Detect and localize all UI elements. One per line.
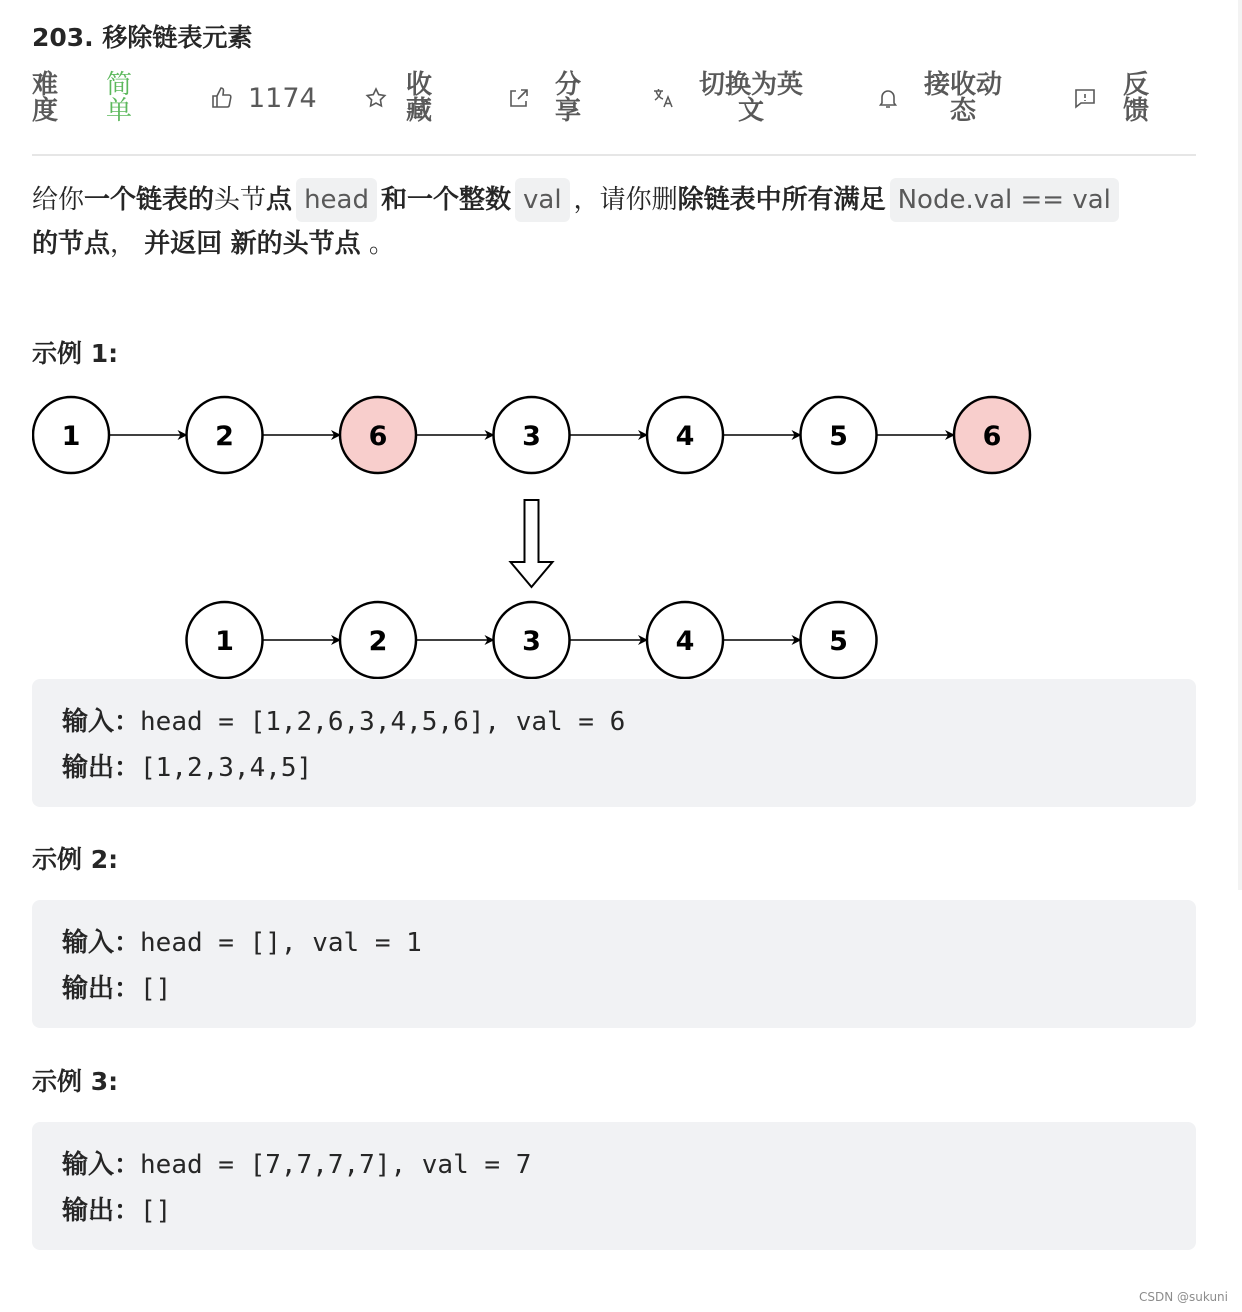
feedback-button[interactable] — [1073, 70, 1151, 126]
after-list-node-value: 2 — [368, 626, 388, 657]
after-list-node-value: 3 — [522, 626, 541, 657]
before-list-node-value: 2 — [215, 421, 234, 452]
difficulty-label: 难度 — [32, 70, 59, 126]
header-divider — [32, 154, 1196, 156]
star-icon — [364, 86, 388, 110]
favorite-label: 收藏 — [406, 70, 433, 126]
code-condition: Node.val == val — [890, 178, 1119, 222]
code-val: val — [515, 178, 570, 222]
desc-text-bold: 和一个整数 — [380, 185, 511, 215]
like-button[interactable] — [210, 70, 317, 126]
output-label: 输出： — [62, 753, 141, 783]
before-list-node-value: 4 — [675, 421, 695, 452]
difficulty-value: 简单 — [106, 70, 133, 126]
desc-text-bold: 除链表中所有满足 — [677, 185, 886, 215]
example-3-input: head = [7,7,7,7], val = 7 — [140, 1150, 532, 1180]
desc-text-bold: 新的头节点 — [230, 229, 361, 259]
share-label: 分享 — [555, 70, 582, 126]
input-label: 输入： — [62, 707, 141, 737]
example-3-block — [32, 1122, 1196, 1250]
before-list-node-value: 6 — [368, 421, 388, 452]
example-2-output: [] — [140, 974, 172, 1004]
output-label: 输出： — [62, 1196, 141, 1226]
translate-button[interactable] — [651, 70, 803, 126]
translate-label-line2: 文 — [738, 96, 765, 126]
desc-text-bold: 并返回 — [144, 229, 223, 259]
feedback-icon — [1073, 86, 1097, 110]
desc-text: 给你 — [32, 185, 85, 215]
example-1-output: [1,2,3,4,5] — [140, 753, 313, 783]
example-1-heading: 示例 1: — [32, 339, 119, 368]
thumbs-up-icon — [210, 86, 234, 110]
problem-description — [32, 178, 1196, 266]
bell-icon — [876, 86, 900, 110]
like-count: 1174 — [248, 82, 317, 114]
example-2-block — [32, 900, 1196, 1028]
after-list-node-value: 1 — [215, 626, 234, 657]
right-scroll-edge — [1238, 0, 1242, 890]
problem-title: 203. 移除链表元素 — [32, 23, 253, 52]
watermark: CSDN @sukuni — [1138, 1290, 1228, 1304]
example-2-input: head = [], val = 1 — [140, 928, 422, 958]
input-label: 输入： — [62, 1150, 141, 1180]
before-list-node-value: 5 — [829, 421, 848, 452]
desc-text-bold: 点 — [266, 185, 293, 215]
problem-toolbar — [32, 70, 1196, 130]
desc-text-bold: 一个链表的 — [84, 185, 215, 215]
difficulty-group — [32, 70, 134, 126]
example-3-output: [] — [140, 1196, 172, 1226]
desc-text: 。 — [368, 229, 395, 259]
translate-label-line1: 切换为英 — [699, 70, 804, 100]
desc-text: ， — [573, 185, 600, 215]
share-icon — [507, 86, 531, 110]
share-button[interactable] — [507, 70, 583, 126]
desc-text: ， — [110, 229, 137, 259]
subscribe-label-line2: 态 — [950, 96, 977, 126]
after-list-node-value: 4 — [675, 626, 695, 657]
example-1-block — [32, 679, 1196, 807]
desc-text: 头节 — [214, 185, 267, 215]
before-list-node-value: 6 — [982, 421, 1002, 452]
subscribe-button[interactable] — [876, 70, 1002, 126]
example-2-heading: 示例 2: — [32, 845, 119, 874]
desc-text: 请你删 — [599, 185, 678, 215]
output-label: 输出： — [62, 974, 141, 1004]
favorite-button[interactable] — [364, 70, 434, 126]
subscribe-label-line1: 接收动 — [924, 70, 1003, 100]
feedback-label: 反馈 — [1123, 70, 1150, 126]
desc-text-bold: 的节点 — [32, 229, 111, 259]
transform-arrow-icon — [511, 500, 553, 587]
translate-icon — [651, 86, 675, 110]
example-1-input: head = [1,2,6,3,4,5,6], val = 6 — [140, 707, 626, 737]
before-list-node-value: 3 — [522, 421, 541, 452]
before-list-node-value: 1 — [61, 421, 81, 452]
example-3-heading: 示例 3: — [32, 1067, 119, 1096]
input-label: 输入： — [62, 928, 141, 958]
linked-list-diagram — [32, 390, 1042, 685]
code-head: head — [296, 178, 377, 222]
after-list-node-value: 5 — [829, 626, 848, 657]
